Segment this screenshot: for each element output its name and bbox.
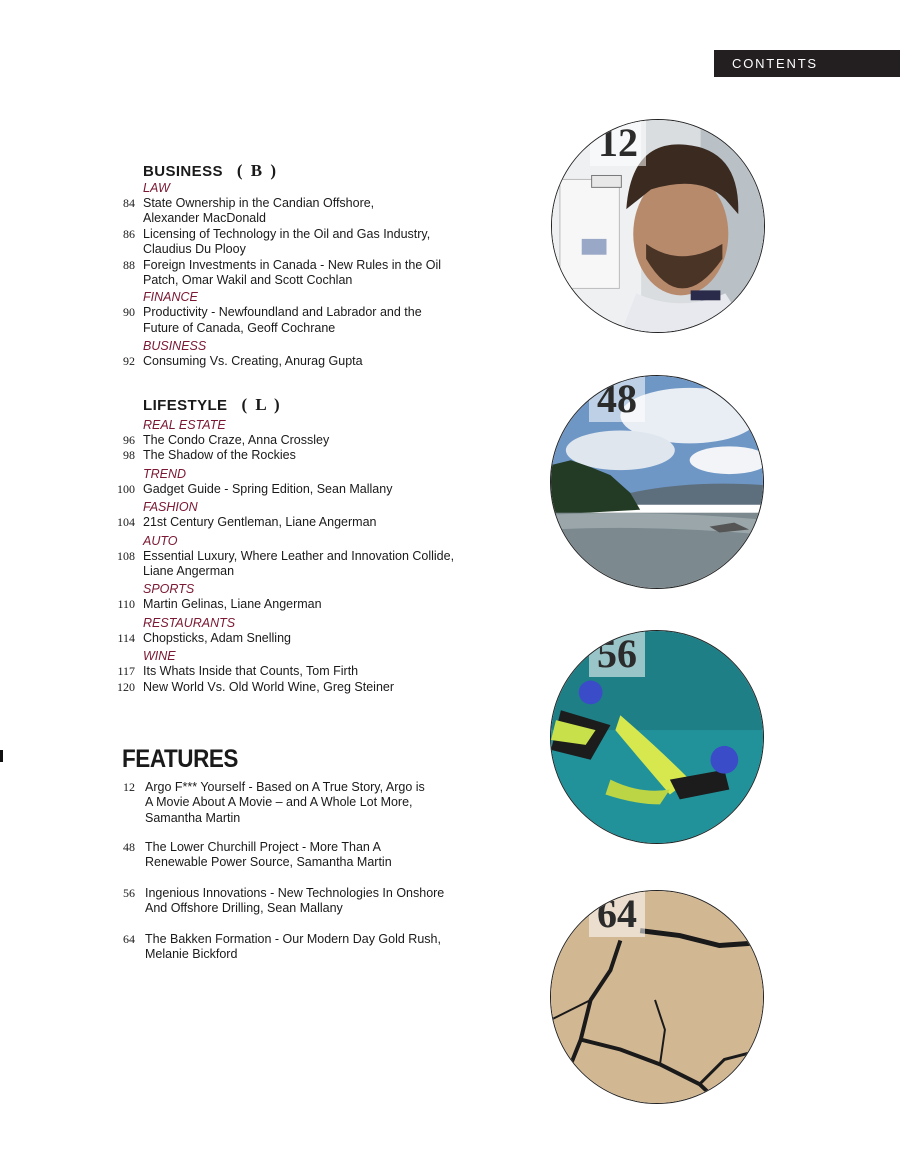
category-law: LAW	[143, 181, 170, 195]
toc-entry[interactable]: 84 State Ownership in the Candian Offshore, Alexander MacDonald	[123, 196, 375, 226]
features-title: FEATURES	[122, 745, 238, 773]
business-title: BUSINESS ( B )	[143, 161, 279, 180]
business-section	[113, 161, 458, 370]
feature-thumb-64[interactable]	[550, 890, 764, 1104]
toc-entry[interactable]: 117 Its Whats Inside that Counts, Tom Firth	[117, 664, 359, 679]
category-auto: AUTO	[143, 533, 178, 548]
category-fashion: FASHION	[143, 500, 198, 515]
feature-thumb-56[interactable]	[550, 630, 764, 844]
toc-entry[interactable]: 104 21st Century Gentleman, Liane Angerman	[117, 515, 377, 530]
toc-entry[interactable]: 92 Consuming Vs. Creating, Anurag Gupta	[123, 354, 363, 369]
category-sports: SPORTS	[143, 582, 195, 597]
toc-entry[interactable]: 100 Gadget Guide - Spring Edition, Sean Mallany	[117, 481, 393, 496]
lifestyle-section	[113, 395, 458, 695]
category-trend: TREND	[143, 466, 187, 481]
category-real-estate: REAL ESTATE	[143, 418, 226, 432]
feature-thumb-48[interactable]	[550, 375, 764, 589]
toc-entry[interactable]: 114 Chopsticks, Adam Snelling	[117, 630, 291, 645]
toc-entry[interactable]: 96 The Condo Craze, Anna Crossley	[123, 433, 330, 447]
page-badge: 48	[589, 376, 645, 422]
feature-thumb-12[interactable]	[551, 119, 765, 333]
page-badge: 56	[589, 631, 645, 677]
toc-entry[interactable]: 90 Productivity - Newfoundland and Labrador and the Future of Canada, Geoff Cochrane	[123, 305, 422, 335]
portrait-photo-icon	[552, 120, 764, 332]
category-finance: FINANCE	[143, 290, 198, 305]
cracked-earth-photo-icon	[551, 891, 763, 1103]
river-landscape-photo-icon	[551, 376, 763, 588]
edge-marker	[0, 750, 3, 762]
toc-entry[interactable]: 120 New World Vs. Old World Wine, Greg Steiner	[117, 679, 395, 694]
category-restaurants: RESTAURANTS	[143, 615, 236, 630]
feature-entry[interactable]: 12 Argo F*** Yourself - Based on A True Story, Argo is A Movie About A Movie – and A Whole Lot More, Samantha Martin	[123, 780, 425, 825]
category-business: BUSINESS	[143, 339, 207, 354]
lifestyle-title: LIFESTYLE ( L )	[143, 395, 282, 414]
toc-entry[interactable]: 108 Essential Luxury, Where Leather and Innovation Collide, Liane Angerman	[117, 548, 455, 579]
page-badge: 12	[590, 120, 646, 166]
toc-entry[interactable]: 110 Martin Gelinas, Liane Angerman	[117, 597, 322, 612]
feature-entry[interactable]: 48 The Lower Churchill Project - More Than A Renewable Power Source, Samantha Martin	[123, 840, 392, 870]
toc-entry[interactable]: 98 The Shadow of the Rockies	[123, 448, 296, 463]
feature-entry[interactable]: 56 Ingenious Innovations - New Technologies In Onshore And Offshore Drilling, Sean Mallany	[123, 886, 445, 916]
page-badge: 64	[589, 891, 645, 937]
toc-entry[interactable]: 88 Foreign Investments in Canada - New Rules in the Oil Patch, Omar Wakil and Scott Cochlan	[123, 257, 442, 288]
toc-entry[interactable]: 86 Licensing of Technology in the Oil and Gas Industry, Claudius Du Plooy	[123, 226, 431, 257]
contents-tab: CONTENTS	[714, 50, 900, 77]
feature-entry[interactable]: 64 The Bakken Formation - Our Modern Day Gold Rush, Melanie Bickford	[123, 932, 441, 962]
divers-photo-icon	[551, 631, 763, 843]
category-wine: WINE	[143, 649, 176, 664]
